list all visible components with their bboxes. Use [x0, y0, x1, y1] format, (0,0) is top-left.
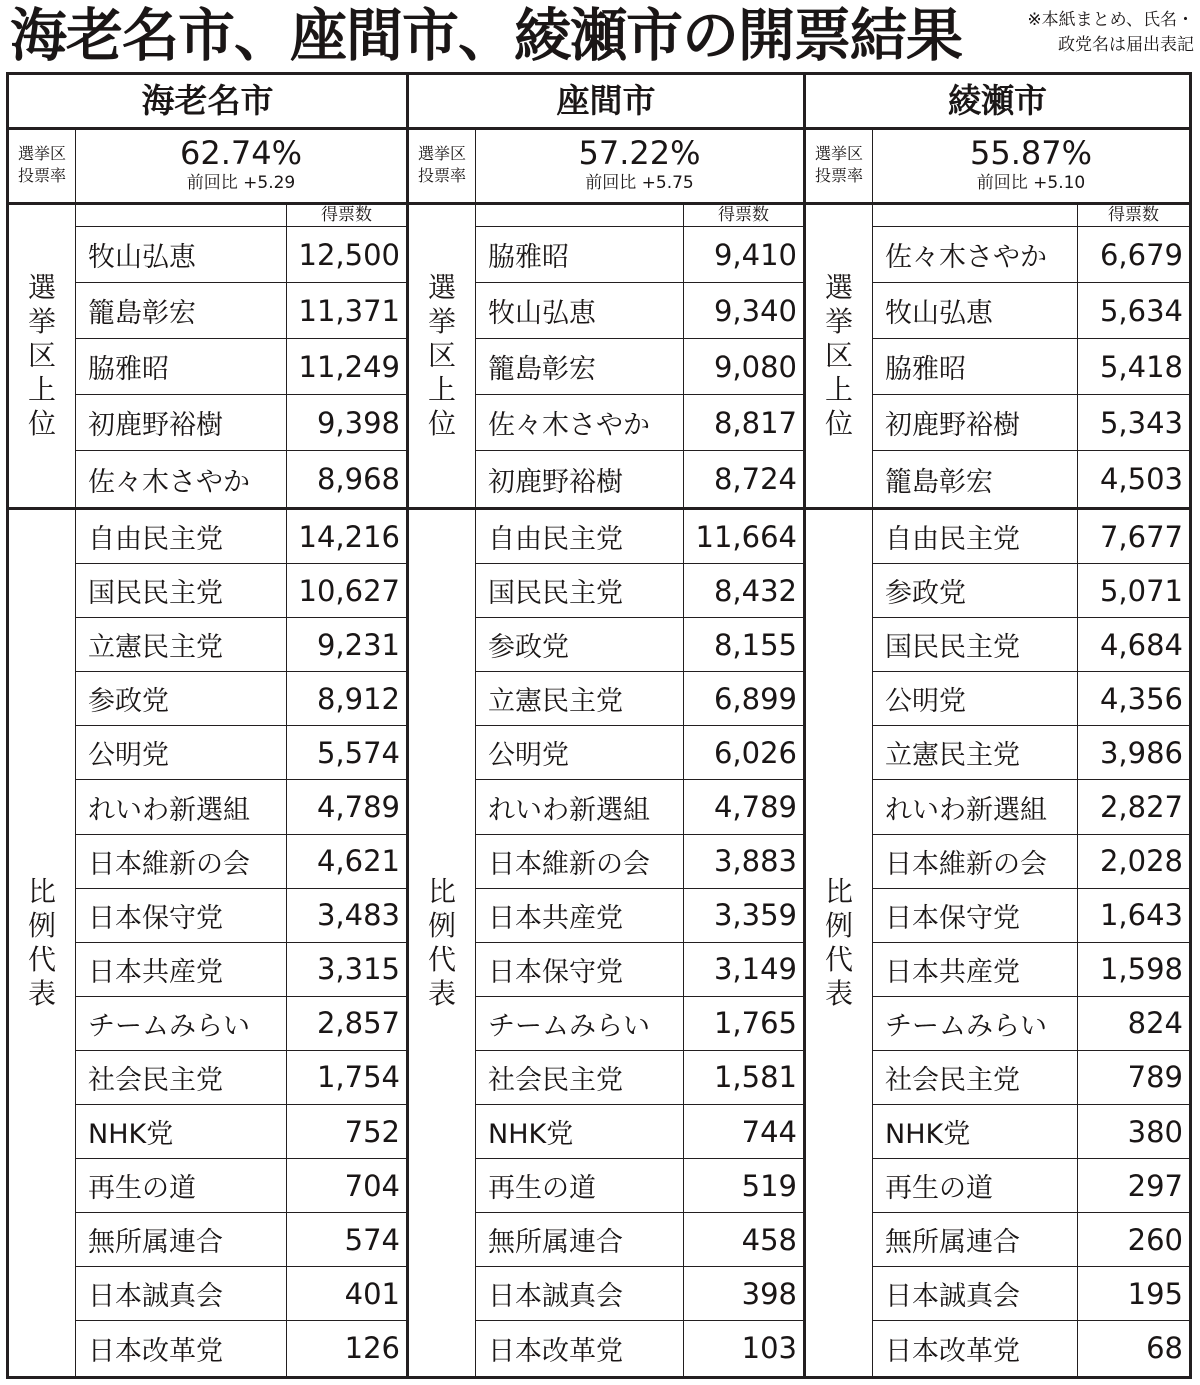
turnout-rate: 57.22%: [578, 134, 701, 172]
candidate-row: [476, 227, 803, 283]
party-row: [476, 780, 803, 834]
party-votes: 401: [286, 1267, 406, 1320]
turnout-label-line-1: 選挙区: [417, 144, 466, 163]
party-name: 日本共産党: [885, 956, 1020, 988]
candidate-votes: 9,080: [683, 339, 803, 394]
side-label-char: 選: [27, 271, 56, 304]
side-label-char: 選: [427, 271, 456, 304]
party-row: [873, 618, 1189, 672]
turnout-label-line-2: 投票率: [417, 166, 466, 185]
proportional-section: [409, 510, 803, 1376]
district-top-label: [9, 205, 76, 507]
candidate-votes: 5,418: [1077, 339, 1189, 394]
side-label-char: 表: [427, 977, 456, 1010]
candidate-row: [873, 339, 1189, 395]
party-name: 日本保守党: [885, 902, 1020, 934]
candidate-name: 籠島彰宏: [488, 354, 596, 385]
side-label-char: 区: [427, 339, 456, 372]
side-label-char: 区: [824, 339, 853, 372]
candidate-row: [476, 395, 803, 451]
party-votes: 297: [1077, 1159, 1189, 1212]
candidate-row: [873, 395, 1189, 451]
party-votes: 9,231: [286, 618, 406, 671]
side-label-char: 比: [27, 875, 56, 908]
candidate-row: [76, 227, 406, 283]
candidate-name: 初鹿野裕樹: [88, 410, 223, 441]
party-votes: 6,899: [683, 672, 803, 725]
party-name: 国民民主党: [88, 578, 223, 610]
candidate-row: [873, 283, 1189, 339]
party-votes: 3,315: [286, 943, 406, 996]
candidate-votes: 9,340: [683, 283, 803, 338]
turnout-diff: 前回比 +5.10: [976, 173, 1086, 193]
party-votes: 574: [286, 1213, 406, 1266]
turnout-label-line-1: 選挙区: [814, 144, 863, 163]
party-votes: 1,598: [1077, 943, 1189, 996]
party-list: [76, 510, 406, 1376]
party-row: [873, 1267, 1189, 1321]
votes-header: 得票数: [683, 205, 803, 227]
party-row: [873, 1213, 1189, 1267]
district-top-label: [806, 205, 873, 507]
party-name: NHK党: [88, 1119, 174, 1151]
proportional-label: [9, 510, 76, 1376]
party-votes: 1,765: [683, 997, 803, 1050]
candidate-votes: 5,634: [1077, 283, 1189, 338]
party-name: 社会民主党: [885, 1064, 1020, 1096]
party-votes: 3,483: [286, 889, 406, 942]
party-votes: 103: [683, 1321, 803, 1375]
candidate-name: 牧山弘恵: [488, 298, 596, 329]
turnout-label: [806, 130, 873, 202]
candidate-name: 脇雅昭: [885, 354, 966, 385]
party-name: 公明党: [885, 686, 966, 718]
party-name: 社会民主党: [488, 1064, 623, 1096]
party-votes: 5,574: [286, 726, 406, 779]
party-name: 再生の道: [885, 1173, 993, 1205]
party-votes: 380: [1077, 1105, 1189, 1158]
party-votes: 260: [1077, 1213, 1189, 1266]
party-name: 無所属連合: [88, 1227, 223, 1259]
party-row: [873, 1105, 1189, 1159]
party-row: [476, 835, 803, 889]
side-label-char: 区: [27, 339, 56, 372]
party-row: [873, 889, 1189, 943]
candidate-name: 脇雅昭: [488, 242, 569, 273]
party-row: [76, 780, 406, 834]
party-row: [476, 510, 803, 564]
party-votes: 4,789: [286, 780, 406, 833]
party-row: [873, 564, 1189, 618]
party-row: [76, 997, 406, 1051]
party-name: 自由民主党: [885, 524, 1020, 556]
side-label-char: 例: [427, 909, 456, 942]
party-row: [873, 997, 1189, 1051]
party-row: [76, 1159, 406, 1213]
party-row: [76, 618, 406, 672]
candidate-name: 脇雅昭: [88, 354, 169, 385]
city-name: 座間市: [409, 75, 803, 130]
side-label-char: 上: [27, 373, 56, 406]
district-top-section: [409, 205, 803, 510]
turnout-label: [9, 130, 76, 202]
party-row: [476, 1159, 803, 1213]
turnout-label-line-1: 選挙区: [17, 144, 66, 163]
side-label-char: 代: [824, 943, 853, 976]
party-votes: 824: [1077, 997, 1189, 1050]
party-list: [873, 510, 1189, 1376]
party-votes: 2,028: [1077, 835, 1189, 888]
party-row: [873, 943, 1189, 997]
party-row: [476, 672, 803, 726]
candidate-row: [476, 339, 803, 395]
proportional-section: [806, 510, 1189, 1376]
party-name: 国民民主党: [488, 578, 623, 610]
party-votes: 195: [1077, 1267, 1189, 1320]
party-row: [476, 943, 803, 997]
party-votes: 8,155: [683, 618, 803, 671]
side-label-char: 位: [427, 407, 456, 440]
city-column: [406, 75, 803, 1376]
candidate-list: [476, 205, 803, 507]
turnout-rate: 55.87%: [969, 134, 1092, 172]
side-label-char: 比: [824, 875, 853, 908]
party-votes: 126: [286, 1321, 406, 1375]
party-votes: 1,754: [286, 1051, 406, 1104]
side-label-char: 位: [824, 407, 853, 440]
party-row: [476, 1213, 803, 1267]
party-name: 立憲民主党: [488, 686, 623, 718]
candidate-name: 佐々木さやか: [885, 242, 1047, 273]
party-row: [873, 672, 1189, 726]
party-row: [873, 835, 1189, 889]
side-label-char: 上: [824, 373, 853, 406]
party-votes: 2,857: [286, 997, 406, 1050]
party-name: 日本共産党: [488, 902, 623, 934]
party-name: 社会民主党: [88, 1064, 223, 1096]
party-row: [76, 672, 406, 726]
party-row: [476, 564, 803, 618]
party-row: [476, 726, 803, 780]
district-top-label: [409, 205, 476, 507]
party-votes: 5,071: [1077, 564, 1189, 617]
turnout-block: [409, 130, 803, 205]
party-name: 日本共産党: [88, 956, 223, 988]
party-name: 日本誠真会: [488, 1281, 623, 1313]
side-label-char: 挙: [27, 305, 56, 338]
party-name: 無所属連合: [488, 1227, 623, 1259]
party-name: 自由民主党: [488, 524, 623, 556]
party-list: [476, 510, 803, 1376]
turnout-block: [9, 130, 406, 205]
side-label-char: 位: [27, 407, 56, 440]
party-name: 無所属連合: [885, 1227, 1020, 1259]
turnout-label-line-2: 投票率: [814, 166, 863, 185]
party-name: 再生の道: [488, 1173, 596, 1205]
turnout-diff: 前回比 +5.75: [585, 173, 694, 193]
party-row: [76, 943, 406, 997]
party-votes: 458: [683, 1213, 803, 1266]
candidate-name: 籠島彰宏: [885, 466, 993, 498]
page-title: 海老名市、座間市、綾瀬市の開票結果: [10, 3, 962, 69]
party-name: チームみらい: [488, 1010, 650, 1042]
party-row: [76, 510, 406, 564]
party-name: 日本保守党: [88, 902, 223, 934]
party-votes: 7,677: [1077, 510, 1189, 563]
party-votes: 8,912: [286, 672, 406, 725]
party-votes: 68: [1077, 1321, 1189, 1375]
city-column: [803, 75, 1189, 1376]
party-row: [476, 997, 803, 1051]
party-row: [76, 726, 406, 780]
party-name: 日本維新の会: [88, 848, 250, 880]
party-votes: 704: [286, 1159, 406, 1212]
party-name: 公明党: [488, 740, 569, 772]
candidate-row: [476, 451, 803, 507]
side-label-char: 代: [27, 943, 56, 976]
party-name: 参政党: [488, 632, 569, 664]
proportional-label: [806, 510, 873, 1376]
party-row: [873, 1159, 1189, 1213]
party-name: 参政党: [885, 578, 966, 610]
side-label-char: 挙: [427, 305, 456, 338]
party-votes: 4,684: [1077, 618, 1189, 671]
party-row: [873, 726, 1189, 780]
side-label-char: 表: [27, 977, 56, 1010]
side-label-char: 選: [824, 271, 853, 304]
turnout-diff: 前回比 +5.29: [186, 173, 296, 193]
candidate-votes: 9,410: [683, 227, 803, 282]
results-table: [6, 72, 1192, 1379]
candidate-row: [76, 339, 406, 395]
source-note-line-2: 政党名は届出表記: [1058, 35, 1194, 55]
party-votes: 2,827: [1077, 780, 1189, 833]
party-name: れいわ新選組: [88, 794, 250, 826]
party-name: 再生の道: [88, 1173, 196, 1205]
city-name: 綾瀬市: [806, 75, 1189, 130]
candidate-name: 籠島彰宏: [88, 298, 196, 329]
party-votes: 519: [683, 1159, 803, 1212]
party-votes: 752: [286, 1105, 406, 1158]
party-votes: 3,149: [683, 943, 803, 996]
party-row: [76, 564, 406, 618]
candidate-votes: 5,343: [1077, 395, 1189, 450]
party-name: 日本誠真会: [885, 1281, 1020, 1313]
candidate-name: 牧山弘恵: [885, 298, 993, 329]
candidate-votes: 8,724: [683, 451, 803, 507]
party-name: 立憲民主党: [885, 740, 1020, 772]
party-name: 日本誠真会: [88, 1281, 223, 1313]
candidate-name: 初鹿野裕樹: [885, 410, 1020, 441]
candidate-votes: 4,503: [1077, 451, 1189, 507]
party-votes: 1,643: [1077, 889, 1189, 942]
party-votes: 398: [683, 1267, 803, 1320]
page-header: [0, 0, 1200, 72]
party-name: 日本改革党: [488, 1335, 623, 1367]
candidate-votes: 11,249: [286, 339, 406, 394]
party-votes: 10,627: [286, 564, 406, 617]
candidate-votes: 8,968: [286, 451, 406, 507]
party-name: 立憲民主党: [88, 632, 223, 664]
party-row: [476, 1267, 803, 1321]
party-name: NHK党: [488, 1119, 574, 1151]
candidate-name: 牧山弘恵: [88, 242, 196, 273]
side-label-char: 比: [427, 875, 456, 908]
votes-header-row: [873, 205, 1189, 227]
party-row: [476, 889, 803, 943]
party-row: [76, 835, 406, 889]
party-name: れいわ新選組: [885, 794, 1047, 826]
party-name: 公明党: [88, 740, 169, 772]
candidate-name: 初鹿野裕樹: [488, 466, 623, 498]
party-votes: 744: [683, 1105, 803, 1158]
source-note: [1027, 8, 1194, 58]
votes-header: 得票数: [1077, 205, 1189, 227]
party-name: チームみらい: [885, 1010, 1047, 1042]
party-row: [76, 1105, 406, 1159]
party-row: [76, 1213, 406, 1267]
side-label-char: 代: [427, 943, 456, 976]
candidate-votes: 12,500: [286, 227, 406, 282]
party-row: [873, 780, 1189, 834]
party-votes: 3,986: [1077, 726, 1189, 779]
party-row: [873, 1321, 1189, 1375]
party-row: [76, 1051, 406, 1105]
side-label-char: 挙: [824, 305, 853, 338]
party-votes: 1,581: [683, 1051, 803, 1104]
side-label-char: 例: [824, 909, 853, 942]
party-votes: 4,789: [683, 780, 803, 833]
party-row: [76, 1321, 406, 1375]
party-row: [476, 1051, 803, 1105]
party-votes: 14,216: [286, 510, 406, 563]
party-votes: 8,432: [683, 564, 803, 617]
candidate-row: [873, 451, 1189, 507]
party-name: 自由民主党: [88, 524, 223, 556]
party-row: [476, 1105, 803, 1159]
turnout-rate: 62.74%: [179, 134, 302, 172]
party-name: 日本改革党: [885, 1335, 1020, 1367]
party-row: [76, 1267, 406, 1321]
votes-header-row: [476, 205, 803, 227]
candidate-name: 佐々木さやか: [488, 410, 650, 441]
candidate-list: [76, 205, 406, 507]
candidate-row: [76, 451, 406, 507]
proportional-label: [409, 510, 476, 1376]
party-name: れいわ新選組: [488, 794, 650, 826]
party-row: [873, 510, 1189, 564]
side-label-char: 表: [824, 977, 853, 1010]
party-votes: 789: [1077, 1051, 1189, 1104]
party-name: 国民民主党: [885, 632, 1020, 664]
party-votes: 3,359: [683, 889, 803, 942]
candidate-votes: 6,679: [1077, 227, 1189, 282]
party-name: チームみらい: [88, 1010, 250, 1042]
turnout-label-line-2: 投票率: [17, 166, 66, 185]
party-name: 参政党: [88, 686, 169, 718]
party-name: 日本維新の会: [885, 848, 1047, 880]
turnout-label: [409, 130, 476, 202]
district-top-section: [806, 205, 1189, 510]
side-label-char: 上: [427, 373, 456, 406]
party-row: [476, 618, 803, 672]
candidate-votes: 11,371: [286, 283, 406, 338]
turnout-block: [806, 130, 1189, 205]
party-name: 日本改革党: [88, 1335, 223, 1367]
proportional-section: [9, 510, 406, 1376]
candidate-row: [76, 283, 406, 339]
party-votes: 4,356: [1077, 672, 1189, 725]
candidate-row: [76, 395, 406, 451]
party-row: [873, 1051, 1189, 1105]
party-votes: 3,883: [683, 835, 803, 888]
candidate-row: [873, 227, 1189, 283]
side-label-char: 例: [27, 909, 56, 942]
votes-header-row: [76, 205, 406, 227]
party-votes: 6,026: [683, 726, 803, 779]
party-votes: 11,664: [683, 510, 803, 563]
city-name: 海老名市: [9, 75, 406, 130]
party-row: [76, 889, 406, 943]
candidate-list: [873, 205, 1189, 507]
party-name: 日本維新の会: [488, 848, 650, 880]
city-column: [9, 75, 406, 1376]
party-name: 日本保守党: [488, 956, 623, 988]
votes-header: 得票数: [286, 205, 406, 227]
party-row: [476, 1321, 803, 1375]
candidate-name: 佐々木さやか: [88, 466, 250, 498]
party-votes: 4,621: [286, 835, 406, 888]
candidate-votes: 9,398: [286, 395, 406, 450]
candidate-row: [476, 283, 803, 339]
party-name: NHK党: [885, 1119, 971, 1151]
district-top-section: [9, 205, 406, 510]
source-note-line-1: ※本紙まとめ、氏名・: [1027, 10, 1194, 30]
candidate-votes: 8,817: [683, 395, 803, 450]
